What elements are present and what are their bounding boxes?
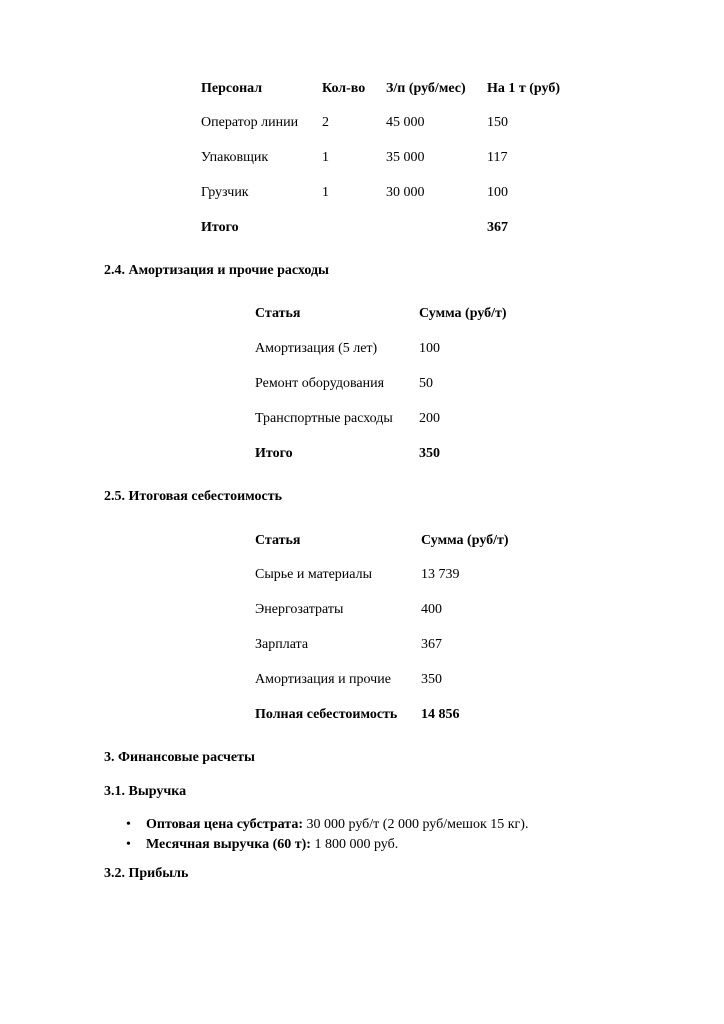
table-cell: Энергозатраты — [255, 602, 344, 617]
list-item-label: Месячная выручка (60 т): — [146, 837, 311, 852]
table-header: Статья — [255, 306, 301, 321]
table-cell: 100 — [419, 341, 440, 356]
staff-total-value: 367 — [487, 220, 508, 235]
table-cell: Оператор линии — [201, 115, 299, 130]
table-header: Статья — [255, 533, 301, 548]
staff-header-per-ton: На 1 т (руб) — [487, 81, 561, 96]
table-total-value: 14 856 — [421, 707, 460, 722]
table-cell: Упаковщик — [201, 150, 269, 165]
table-cell: 2 — [322, 115, 329, 130]
table-cell: 350 — [421, 672, 442, 687]
bullet-icon: • — [126, 817, 131, 832]
list-item-text: 1 800 000 руб. — [310, 837, 399, 852]
table-header: Сумма (руб/т) — [419, 306, 507, 321]
table-cell: 35 000 — [386, 150, 425, 165]
section-heading-3-1: 3.1. Выручка — [104, 784, 187, 799]
table-cell: 1 — [322, 185, 329, 200]
section-heading-3: 3. Финансовые расчеты — [104, 750, 255, 765]
list-item-text: 30 000 руб/т (2 000 руб/мешок 15 кг). — [303, 817, 529, 832]
section-heading-3-2: 3.2. Прибыль — [104, 866, 189, 881]
table-cell: Амортизация (5 лет) — [255, 341, 378, 356]
section-heading-2-5: 2.5. Итоговая себестоимость — [104, 489, 282, 504]
list-item — [126, 817, 528, 833]
staff-header-count: Кол-во — [322, 81, 366, 96]
table-cell: 50 — [419, 376, 433, 391]
table-cell: Амортизация и прочие — [255, 672, 391, 687]
staff-header-personnel: Персонал — [201, 81, 263, 96]
table-cell: 117 — [487, 150, 508, 165]
list-item-label: Оптовая цена субстрата: — [146, 817, 304, 832]
table-cell: 30 000 — [386, 185, 425, 200]
table-cell: 150 — [487, 115, 508, 130]
table-cell: 13 739 — [421, 567, 460, 582]
table-cell: Ремонт оборудования — [255, 376, 385, 391]
table-cell: Транспортные расходы — [255, 411, 393, 426]
table-cell: Грузчик — [201, 185, 249, 200]
table-header: Сумма (руб/т) — [421, 533, 509, 548]
table-cell: 200 — [419, 411, 440, 426]
bullet-icon: • — [126, 837, 131, 852]
table-cell: 45 000 — [386, 115, 425, 130]
table-cell: Сырье и материалы — [255, 567, 373, 582]
table-cell: 400 — [421, 602, 442, 617]
list-item — [126, 837, 528, 853]
table-cell: Зарплата — [255, 637, 309, 652]
table-cell: 367 — [421, 637, 442, 652]
table-total-value: 350 — [419, 446, 440, 461]
table-total-label: Полная себестоимость — [255, 707, 398, 722]
revenue-list — [126, 817, 528, 857]
section-heading-2-4: 2.4. Амортизация и прочие расходы — [104, 263, 329, 278]
table-cell: 1 — [322, 150, 329, 165]
table-total-label: Итого — [255, 446, 293, 461]
staff-total-label: Итого — [201, 220, 239, 235]
staff-header-salary: З/п (руб/мес) — [386, 81, 466, 96]
table-cell: 100 — [487, 185, 508, 200]
